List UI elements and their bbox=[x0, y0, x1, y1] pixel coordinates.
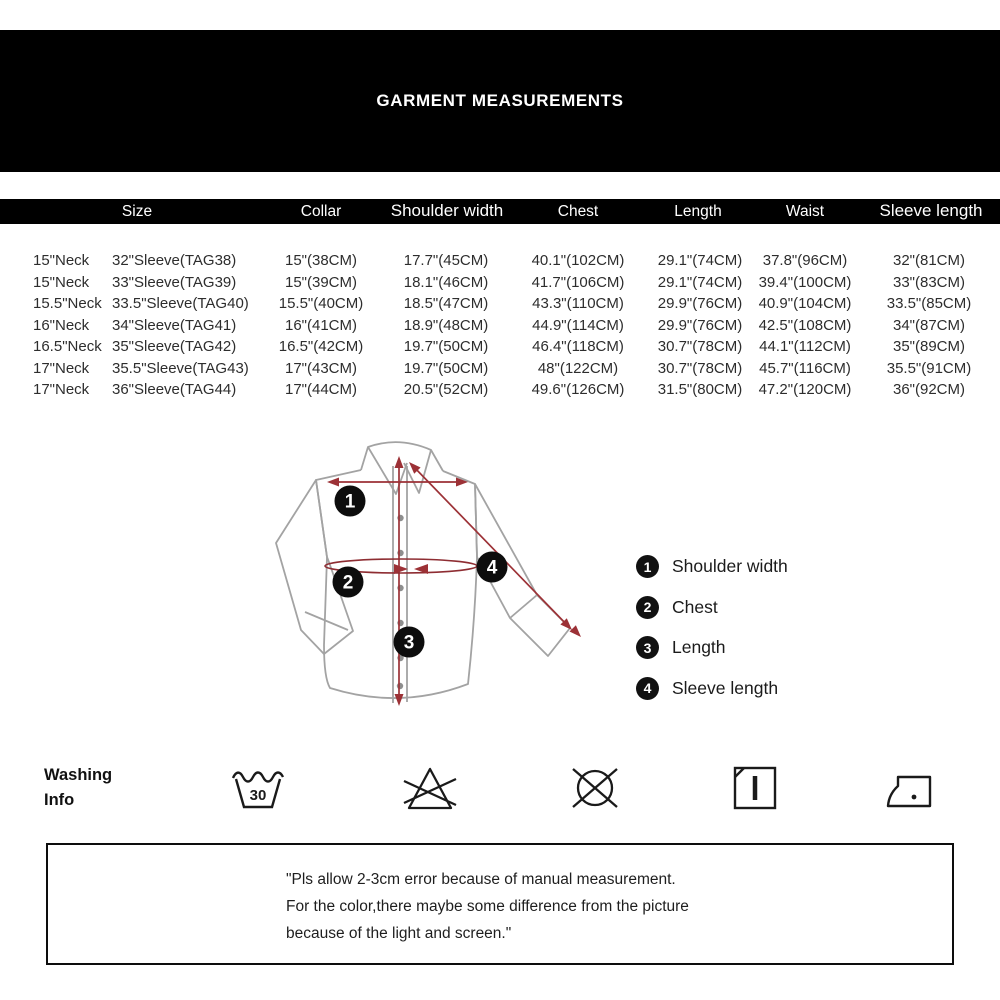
cell-waist: 45.7"(116CM) bbox=[759, 360, 851, 377]
table-row bbox=[0, 336, 1000, 357]
legend-label: Chest bbox=[672, 596, 718, 617]
cell-sleeve-length: 36"(92CM) bbox=[892, 381, 966, 398]
legend-item-shoulder-width bbox=[636, 553, 788, 580]
disclaimer-line1: "Pls allow 2-3cm error because of manual measurement. bbox=[286, 871, 676, 888]
table-row bbox=[0, 272, 1000, 293]
note-box bbox=[46, 843, 954, 965]
cell-sleeve-length: 35.5"(91CM) bbox=[886, 360, 972, 377]
cell-shoulder-width: 19.7"(50CM) bbox=[403, 338, 489, 355]
title-banner bbox=[0, 30, 1000, 172]
cell-sleeve-length: 34"(87CM) bbox=[892, 317, 966, 334]
column-header-length: Length bbox=[674, 202, 722, 220]
cell-waist: 42.5"(108CM) bbox=[758, 317, 852, 334]
cell-size-sleeve: 33"Sleeve(TAG39) bbox=[112, 274, 237, 291]
table-row bbox=[0, 315, 1000, 336]
wash-temp-value: 30 bbox=[249, 787, 267, 804]
do-not-bleach-icon bbox=[401, 762, 459, 814]
cell-collar: 16"(41CM) bbox=[284, 317, 358, 334]
cell-size-neck: 15.5"Neck bbox=[33, 295, 102, 312]
cell-shoulder-width: 20.5"(52CM) bbox=[403, 381, 489, 398]
cell-shoulder-width: 18.9"(48CM) bbox=[403, 317, 489, 334]
cell-sleeve-length: 33.5"(85CM) bbox=[886, 295, 972, 312]
cell-waist: 47.2"(120CM) bbox=[758, 381, 852, 398]
cell-waist: 39.4"(100CM) bbox=[758, 274, 852, 291]
legend-label: Sleeve length bbox=[672, 677, 779, 698]
do-not-dry-clean-icon bbox=[568, 763, 622, 813]
shirt-buttons bbox=[397, 515, 404, 689]
cell-shoulder-width: 17.7"(45CM) bbox=[403, 252, 489, 269]
cell-size-sleeve: 35.5"Sleeve(TAG43) bbox=[112, 360, 249, 377]
numbered-circle-icon: 3 bbox=[636, 636, 659, 659]
cell-shoulder-width: 18.5"(47CM) bbox=[403, 295, 489, 312]
cell-size-neck: 15"Neck bbox=[33, 274, 90, 291]
column-header-shoulder-width: Shoulder width bbox=[390, 200, 504, 220]
cell-collar: 15"(38CM) bbox=[284, 252, 358, 269]
cell-size-neck: 17"Neck bbox=[33, 381, 90, 398]
cell-sleeve-length: 32"(81CM) bbox=[892, 252, 966, 269]
legend-label: Shoulder width bbox=[672, 556, 788, 576]
cell-shoulder-width: 19.7"(50CM) bbox=[403, 360, 489, 377]
table-row bbox=[0, 293, 1000, 314]
cell-collar: 17"(44CM) bbox=[284, 381, 358, 398]
cell-length: 29.1"(74CM) bbox=[657, 274, 743, 291]
cell-collar: 15"(39CM) bbox=[284, 274, 358, 291]
iron-low-heat-icon bbox=[884, 767, 936, 811]
cell-collar: 17"(43CM) bbox=[284, 360, 358, 377]
table-row bbox=[0, 250, 1000, 271]
cell-waist: 44.1"(112CM) bbox=[759, 338, 851, 355]
cell-size-neck: 17"Neck bbox=[33, 360, 90, 377]
shirt-diagram bbox=[255, 425, 625, 730]
cell-length: 29.1"(74CM) bbox=[657, 252, 743, 269]
cell-size-neck: 15"Neck bbox=[33, 252, 90, 269]
cell-chest: 46.4"(118CM) bbox=[532, 338, 624, 355]
cell-length: 30.7"(78CM) bbox=[657, 338, 743, 355]
legend-item-length bbox=[636, 634, 788, 661]
legend-item-chest bbox=[636, 594, 788, 621]
washing-info-label bbox=[44, 763, 112, 812]
cell-collar: 16.5"(42CM) bbox=[278, 338, 364, 355]
table-row bbox=[0, 358, 1000, 379]
cell-length: 30.7"(78CM) bbox=[657, 360, 743, 377]
legend-label: Length bbox=[672, 637, 726, 657]
cell-waist: 37.8"(96CM) bbox=[762, 252, 848, 269]
cell-chest: 43.3"(110CM) bbox=[532, 295, 624, 312]
cell-length: 29.9"(76CM) bbox=[657, 295, 743, 312]
cell-chest: 44.9"(114CM) bbox=[532, 317, 624, 334]
cell-size-sleeve: 36"Sleeve(TAG44) bbox=[112, 381, 237, 398]
machine-wash-30-icon bbox=[230, 765, 286, 813]
disclaimer-line2: For the color,there maybe some difference from the picture bbox=[286, 898, 689, 915]
numbered-circle-icon: 1 bbox=[636, 555, 659, 578]
column-header-sleeve-length: Sleeve length bbox=[879, 200, 983, 220]
cell-sleeve-length: 35"(89CM) bbox=[892, 338, 966, 355]
disclaimer-line3: because of the light and screen." bbox=[286, 925, 512, 942]
diagram-markers bbox=[333, 486, 508, 658]
cell-size-sleeve: 35"Sleeve(TAG42) bbox=[112, 338, 237, 355]
legend-item-sleeve-length bbox=[636, 675, 788, 702]
cell-collar: 15.5"(40CM) bbox=[278, 295, 364, 312]
cell-shoulder-width: 18.1"(46CM) bbox=[403, 274, 489, 291]
column-header-size: Size bbox=[121, 202, 153, 220]
disclaimer-text bbox=[286, 866, 689, 947]
marker-2: 2 bbox=[342, 572, 354, 594]
marker-1: 1 bbox=[344, 491, 356, 513]
cell-chest: 41.7"(106CM) bbox=[531, 274, 625, 291]
numbered-circle-icon: 2 bbox=[636, 596, 659, 619]
washing-info-line2: Info bbox=[44, 790, 75, 809]
washing-info-line1: Washing bbox=[44, 766, 113, 784]
table-row bbox=[0, 379, 1000, 400]
cell-size-sleeve: 33.5"Sleeve(TAG40) bbox=[112, 295, 249, 312]
drip-dry-icon bbox=[731, 764, 779, 812]
column-header-collar: Collar bbox=[300, 202, 342, 220]
page-title: GARMENT MEASUREMENTS bbox=[376, 91, 624, 110]
cell-length: 29.9"(76CM) bbox=[657, 317, 743, 334]
cell-length: 31.5"(80CM) bbox=[657, 381, 743, 398]
cell-size-neck: 16"Neck bbox=[33, 317, 90, 334]
cell-chest: 40.1"(102CM) bbox=[531, 252, 625, 269]
size-table-header bbox=[0, 199, 1000, 224]
cell-size-neck: 16.5"Neck bbox=[33, 338, 102, 355]
cell-size-sleeve: 32"Sleeve(TAG38) bbox=[112, 252, 237, 269]
cell-waist: 40.9"(104CM) bbox=[758, 295, 852, 312]
marker-3: 3 bbox=[403, 632, 415, 654]
marker-4: 4 bbox=[486, 557, 498, 579]
cell-chest: 48"(122CM) bbox=[537, 360, 619, 377]
cell-chest: 49.6"(126CM) bbox=[531, 381, 625, 398]
numbered-circle-icon: 4 bbox=[636, 677, 659, 700]
cell-sleeve-length: 33"(83CM) bbox=[892, 274, 966, 291]
column-header-waist: Waist bbox=[785, 202, 825, 220]
cell-size-sleeve: 34"Sleeve(TAG41) bbox=[112, 317, 237, 334]
measurement-legend bbox=[636, 553, 788, 715]
column-header-chest: Chest bbox=[557, 202, 599, 220]
